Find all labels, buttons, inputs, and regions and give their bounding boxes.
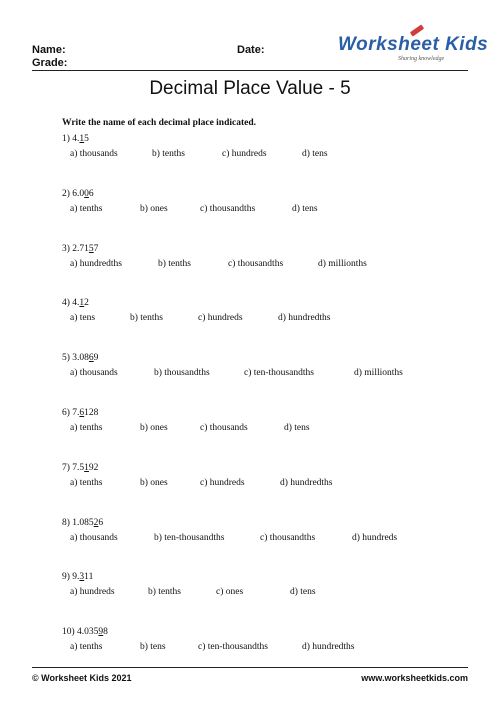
header-rule: [32, 70, 468, 71]
question-2: [62, 189, 94, 199]
footer-copyright: © Worksheet Kids 2021: [32, 673, 132, 683]
question-2-indicated-digit: 0: [84, 188, 89, 199]
question-2-pre: 6.0: [72, 188, 85, 199]
question-10-num: 10): [62, 627, 75, 638]
question-3-indicated-digit: 5: [88, 243, 94, 254]
question-7-indicated-digit: 1: [84, 462, 89, 473]
option-c[interactable]: c) hundreds: [198, 313, 243, 324]
option-c[interactable]: c) ten-thousandths: [244, 368, 314, 379]
question-6-post: 128: [84, 408, 99, 418]
option-a[interactable]: a) hundreds: [70, 587, 115, 598]
question-7-post: 92: [88, 462, 99, 473]
option-c[interactable]: c) hundreds: [200, 477, 245, 488]
option-c[interactable]: c) ten-thousandths: [198, 642, 268, 653]
question-8-num: 8): [62, 517, 70, 528]
option-b[interactable]: b) tenths: [130, 313, 163, 324]
name-label: Name:: [32, 44, 66, 56]
question-1-post: 5: [84, 134, 89, 144]
option-a[interactable]: a) thousands: [70, 368, 118, 379]
page-title: Decimal Place Value - 5: [149, 78, 351, 99]
grade-label: Grade:: [32, 57, 68, 69]
option-c[interactable]: c) thousandths: [200, 203, 256, 214]
question-6: [62, 408, 98, 418]
question-9-pre: 9.: [72, 572, 80, 583]
question-5-num: 5): [62, 353, 70, 364]
question-1-pre: 4.: [72, 134, 80, 144]
option-b[interactable]: b) ones: [140, 203, 168, 214]
question-8-post: 6: [98, 517, 104, 528]
option-d[interactable]: d) hundreds: [352, 532, 398, 543]
question-7-num: 7): [62, 462, 70, 473]
footer-website: www.worksheetkids.com: [361, 673, 468, 683]
option-c[interactable]: c) thousandths: [260, 532, 316, 543]
question-8-indicated-digit: 2: [93, 517, 99, 528]
option-b[interactable]: b) tenths: [158, 258, 191, 269]
question-8: [62, 518, 103, 528]
question-5-pre: 3.08: [72, 353, 89, 364]
option-a[interactable]: a) thousands: [70, 532, 118, 543]
option-d[interactable]: d) hundredths: [278, 313, 331, 324]
option-a[interactable]: a) hundredths: [70, 258, 122, 269]
logo-tagline: Sharing knowledge: [398, 56, 445, 62]
option-d[interactable]: d) hundredths: [280, 477, 333, 488]
option-b[interactable]: b) ones: [140, 423, 168, 433]
option-c[interactable]: c) ones: [216, 587, 244, 598]
question-3-num: 3): [62, 243, 70, 254]
option-a[interactable]: a) tenths: [70, 642, 103, 653]
option-d[interactable]: d) tens: [302, 149, 328, 159]
question-1-num: 1): [62, 134, 70, 144]
option-c[interactable]: c) thousandths: [228, 258, 284, 269]
question-1-indicated-digit: 1: [79, 134, 85, 144]
question-6-pre: 7.: [72, 408, 80, 418]
question-3-pre: 2.71: [72, 243, 89, 254]
question-4: [62, 298, 89, 308]
question-9-indicated-digit: 3: [79, 572, 85, 583]
question-5-post: 9: [93, 353, 99, 364]
option-b[interactable]: b) tenths: [152, 149, 185, 159]
logo-text: Worksheet Kids: [338, 34, 489, 55]
question-4-indicated-digit: 1: [79, 298, 85, 309]
question-5-indicated-digit: 6: [88, 353, 94, 364]
worksheet-kids-logo: [338, 34, 489, 70]
footer-rule: [32, 667, 468, 668]
question-7: [62, 463, 98, 473]
question-1: [62, 134, 89, 144]
option-b[interactable]: b) tenths: [148, 587, 181, 598]
option-c[interactable]: c) thousands: [200, 423, 248, 433]
option-b[interactable]: b) tens: [140, 642, 166, 653]
question-9-num: 9): [62, 572, 70, 583]
question-6-num: 6): [62, 408, 70, 418]
option-d[interactable]: d) millionths: [354, 368, 403, 379]
question-3-post: 7: [93, 243, 99, 254]
question-2-post: 6: [88, 188, 94, 199]
question-6-indicated-digit: 6: [79, 408, 85, 418]
option-d[interactable]: d) hundredths: [302, 642, 355, 653]
question-10-post: 8: [103, 627, 108, 638]
date-label: Date:: [237, 44, 265, 56]
option-a[interactable]: a) tenths: [70, 203, 103, 214]
option-d[interactable]: d) tens: [290, 587, 316, 598]
question-10: [62, 627, 108, 637]
question-4-pre: 4.: [72, 298, 80, 309]
question-4-post: 2: [84, 298, 89, 309]
option-a[interactable]: a) tenths: [70, 423, 103, 433]
question-10-pre: 4.035: [77, 627, 99, 638]
question-9: [62, 572, 93, 582]
question-3: [62, 244, 98, 254]
option-b[interactable]: b) ones: [140, 477, 168, 488]
question-4-num: 4): [62, 298, 70, 309]
question-2-num: 2): [62, 188, 70, 199]
option-d[interactable]: d) tens: [292, 203, 318, 214]
option-b[interactable]: b) ten-thousandths: [154, 532, 225, 543]
question-5: [62, 353, 98, 363]
question-10-indicated-digit: 9: [98, 627, 104, 638]
question-8-pre: 1.085: [72, 517, 94, 528]
instruction-text: Write the name of each decimal place indicated.: [62, 118, 257, 128]
option-d[interactable]: d) tens: [284, 423, 310, 433]
question-7-pre: 7.5: [72, 462, 85, 473]
question-9-post: 11: [84, 572, 94, 583]
option-d[interactable]: d) millionths: [318, 258, 367, 269]
option-b[interactable]: b) thousandths: [154, 368, 210, 379]
option-a[interactable]: a) tens: [70, 313, 96, 324]
option-c[interactable]: c) hundreds: [222, 149, 267, 159]
option-a[interactable]: a) thousands: [70, 149, 118, 159]
option-a[interactable]: a) tenths: [70, 477, 103, 488]
